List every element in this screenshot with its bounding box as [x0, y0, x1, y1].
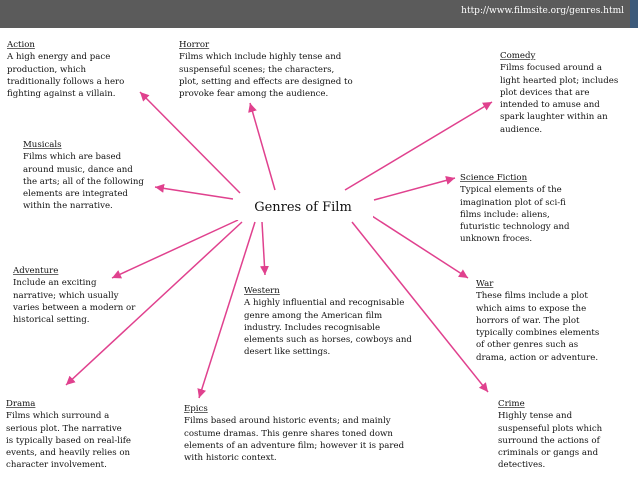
node-line: Films based around historic events; and mainly	[184, 416, 391, 427]
node-action	[7, 39, 142, 100]
node-line: Highly tense and	[498, 411, 573, 422]
node-line: desert like settings.	[244, 347, 331, 358]
arrow-scifi	[374, 178, 455, 200]
node-line: plot, setting and effects are designed to	[179, 76, 353, 87]
arrow-musicals	[155, 187, 233, 199]
node-musicals	[23, 139, 158, 213]
node-line: is typically based on real-life	[6, 435, 131, 446]
node-line: detectives.	[498, 460, 546, 471]
node-western	[244, 285, 429, 359]
node-line: A highly influential and recognisable	[244, 298, 405, 309]
node-line: drama, action or adventure.	[476, 352, 599, 363]
node-title: Western	[244, 286, 280, 296]
node-line: traditionally follows a hero	[7, 76, 125, 87]
node-line: provoke fear among the audience.	[179, 89, 329, 100]
node-line: elements such as horses, cowboys and	[244, 335, 412, 346]
node-line: imagination plot of sci-fi	[460, 197, 566, 208]
node-line: of other genres such as	[476, 340, 579, 351]
node-line: A high energy and pace	[7, 52, 111, 63]
node-horror	[179, 39, 379, 100]
node-epics	[184, 403, 424, 464]
node-line: character involvement.	[6, 460, 107, 471]
node-line: Films focused around a	[500, 63, 603, 74]
node-line: production, which	[7, 64, 86, 75]
node-line: industry. Includes recognisable	[244, 322, 381, 333]
node-crime	[498, 398, 628, 472]
node-line: plot devices that are	[500, 87, 590, 98]
node-line: varies between a modern or	[13, 302, 136, 313]
node-line: These films include a plot	[476, 291, 588, 302]
arrow-war	[372, 216, 468, 278]
node-line: with historic context.	[184, 453, 277, 464]
node-line: Films which include highly tense and	[179, 52, 342, 63]
node-line: within the narrative.	[23, 201, 113, 212]
node-line: Films which are based	[23, 152, 122, 163]
node-line: the arts; all of the following	[23, 176, 144, 187]
node-line: Include an exciting	[13, 278, 97, 289]
node-line: costume dramas. This genre shares toned down	[184, 428, 393, 439]
center-topic: Genres of Film	[233, 196, 373, 220]
node-line: intended to amuse and	[500, 100, 600, 111]
node-war	[476, 278, 626, 364]
node-line: futuristic technology and	[460, 222, 570, 233]
node-title: Comedy	[500, 51, 536, 61]
node-title: Epics	[184, 404, 208, 414]
node-title: War	[476, 279, 494, 289]
node-line: genre among the American film	[244, 310, 383, 321]
node-scifi	[460, 172, 595, 246]
node-line: spark laughter within an	[500, 112, 608, 123]
source-url[interactable]: http://www.filmsite.org/genres.html	[461, 6, 624, 16]
node-line: elements of an adventure film; however it is pared	[184, 440, 405, 451]
node-title: Drama	[6, 399, 36, 409]
node-line: audience.	[500, 124, 543, 135]
node-line: films include: aliens,	[460, 209, 550, 220]
node-line: Films which surround a	[6, 411, 110, 422]
node-line: unknown froces.	[460, 234, 533, 245]
arrow-horror	[250, 103, 275, 190]
node-line: typically combines elements	[476, 328, 600, 339]
node-line: suspenseful scenes; the characters,	[179, 64, 335, 75]
node-title: Action	[7, 40, 35, 50]
node-line: fighting against a villain.	[7, 89, 116, 100]
node-title: Horror	[179, 40, 210, 50]
node-title: Adventure	[13, 266, 59, 276]
node-line: horrors of war. The plot	[476, 315, 580, 326]
node-line: Typical elements of the	[460, 185, 562, 196]
arrow-western	[262, 222, 265, 275]
node-line: which aims to expose the	[476, 303, 587, 314]
node-line: narrative; which usually	[13, 290, 119, 301]
node-line: surround the actions of	[498, 435, 600, 446]
node-title: Crime	[498, 399, 525, 409]
node-line: around music, dance and	[23, 164, 133, 175]
node-line: historical setting.	[13, 315, 90, 326]
node-comedy	[500, 50, 635, 136]
node-line: events, and heavily relies on	[6, 448, 131, 459]
node-line: suspenseful plots which	[498, 423, 603, 434]
node-line: serious plot. The narrative	[6, 423, 122, 434]
node-line: criminals or gangs and	[498, 448, 599, 459]
node-drama	[6, 398, 151, 472]
node-title: Musicals	[23, 140, 62, 150]
node-title: Science Fiction	[460, 173, 528, 183]
node-line: light hearted plot; includes	[500, 75, 619, 86]
node-line: elements are integrated	[23, 189, 128, 200]
node-adventure	[13, 265, 153, 326]
